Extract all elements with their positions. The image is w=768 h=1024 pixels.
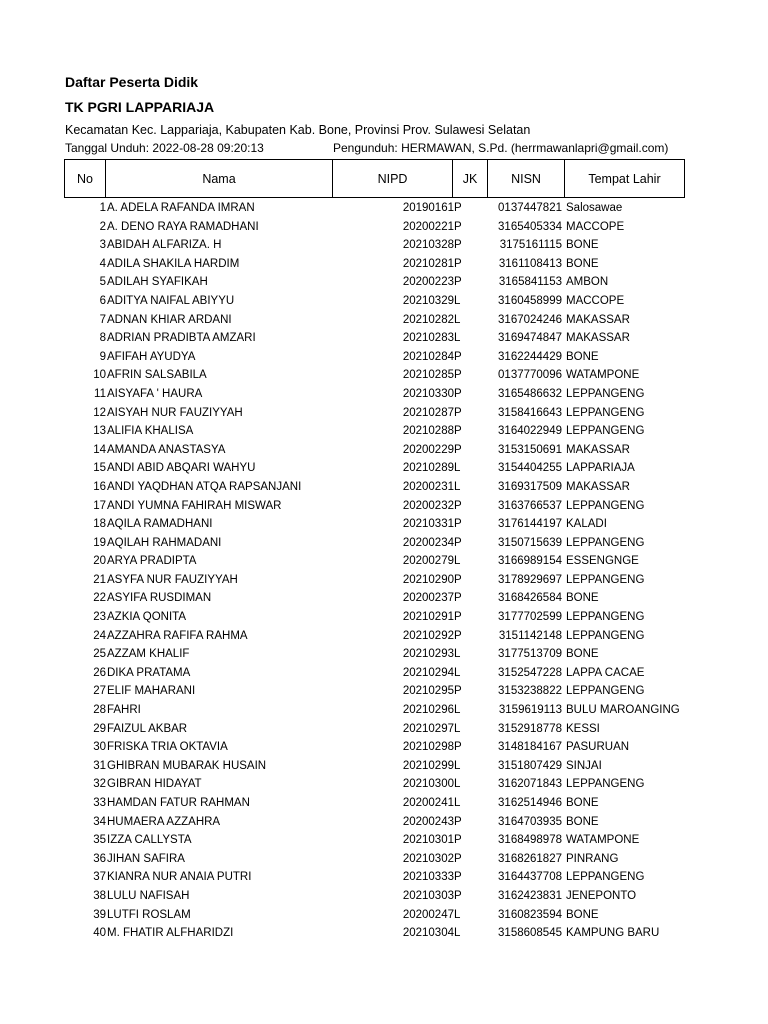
gender-value: P xyxy=(454,257,462,270)
table-row xyxy=(0,868,768,887)
gender-value: P xyxy=(454,741,462,754)
table-row xyxy=(0,292,768,311)
student-name: AQILA RAMADHANI xyxy=(107,518,213,531)
nipd-value: 20210294 xyxy=(402,666,454,679)
student-name: AZZAHRA RAFIFA RAHMA xyxy=(107,629,248,642)
birthplace-value: LAPPARIAJA xyxy=(566,462,635,475)
nisn-value: 3159619113 xyxy=(498,704,562,717)
birthplace-value: BONE xyxy=(566,239,599,252)
row-no: 24 xyxy=(93,629,106,642)
nisn-value: 3160458999 xyxy=(498,294,562,307)
student-name: HUMAERA AZZAHRA xyxy=(107,815,221,828)
birthplace-value: KALADI xyxy=(566,518,607,531)
student-name: AQILAH RAHMADANI xyxy=(107,536,222,549)
birthplace-value: BONE xyxy=(566,797,599,809)
nisn-value: 3150715639 xyxy=(498,536,562,549)
student-name: AZKIA QONITA xyxy=(107,611,187,624)
student-name: ANDI YUMNA FAHIRAH MISWAR xyxy=(107,499,282,512)
nisn-value: 3175161115 xyxy=(499,239,562,252)
student-name: ASYIFA RUSDIMAN xyxy=(107,592,212,605)
nipd-value: 20210298 xyxy=(402,741,454,754)
nisn-value: 3164437708 xyxy=(498,871,562,884)
nisn-value: 3169317509 xyxy=(498,480,562,493)
nipd-value: 20210285 xyxy=(402,369,454,382)
table-row xyxy=(0,459,768,478)
column-header-nipd: NIPD xyxy=(332,159,453,198)
nisn-value: 3169474847 xyxy=(498,332,562,345)
student-name: FAIZUL AKBAR xyxy=(107,722,188,735)
table-row xyxy=(0,924,768,943)
row-no: 12 xyxy=(93,406,106,419)
birthplace-value: BONE xyxy=(566,815,599,828)
nisn-value: 3158608545 xyxy=(498,927,562,940)
downloader-info: Pengunduh: HERMAWAN, S.Pd. (herrmawanlapri@gmail.com) xyxy=(333,141,669,155)
birthplace-value: LEPPANGENG xyxy=(566,406,645,419)
row-no: 3 xyxy=(99,239,106,252)
student-name: AISYAFA ' HAURA xyxy=(107,387,203,400)
table-row xyxy=(0,757,768,776)
nisn-value: 3163766537 xyxy=(498,499,562,512)
nipd-value: 20210289 xyxy=(402,462,454,475)
birthplace-value: PINRANG xyxy=(566,852,619,865)
gender-value: P xyxy=(454,220,462,233)
student-name: DIKA PRATAMA xyxy=(107,666,191,679)
nipd-value: 20200247 xyxy=(402,908,454,921)
nipd-value: 20190161 xyxy=(402,202,454,214)
student-name: IZZA CALLYSTA xyxy=(107,834,192,847)
student-name: ALIFIA KHALISA xyxy=(107,425,194,438)
nipd-value: 20200241 xyxy=(402,797,454,809)
nisn-value: 3148184167 xyxy=(498,741,562,754)
table-row xyxy=(0,627,768,646)
row-no: 10 xyxy=(93,369,106,382)
gender-value: L xyxy=(454,927,461,940)
nisn-value: 3164022949 xyxy=(498,425,562,438)
row-no: 5 xyxy=(99,276,106,289)
birthplace-value: LEPPANGENG xyxy=(566,611,645,624)
row-no: 37 xyxy=(93,871,106,884)
student-name: ADITYA NAIFAL ABIYYU xyxy=(107,294,235,307)
column-header-nama: Nama xyxy=(105,159,333,198)
birthplace-value: PASURUAN xyxy=(566,741,630,754)
student-name: M. FHATIR ALFHARIDZI xyxy=(107,927,234,940)
table-row xyxy=(0,404,768,423)
gender-value: L xyxy=(454,294,461,307)
table-row xyxy=(0,199,768,218)
birthplace-value: AMBON xyxy=(566,276,609,289)
gender-value: L xyxy=(454,462,461,475)
gender-value: L xyxy=(454,555,461,568)
table-row xyxy=(0,366,768,385)
birthplace-value: LEPPANGENG xyxy=(566,871,645,884)
student-name: KIANRA NUR ANAIA PUTRI xyxy=(107,871,252,884)
gender-value: P xyxy=(454,276,462,289)
birthplace-value: BONE xyxy=(566,648,599,661)
nipd-value: 20210296 xyxy=(402,704,454,717)
table-row xyxy=(0,515,768,534)
table-row xyxy=(0,813,768,832)
table-row xyxy=(0,478,768,497)
nisn-value: 3162423831 xyxy=(498,889,562,902)
birthplace-value: LEPPANGENG xyxy=(566,425,645,438)
table-row xyxy=(0,236,768,255)
nisn-value: 3160823594 xyxy=(498,908,562,921)
row-no: 32 xyxy=(93,778,106,791)
birthplace-value: LEPPANGENG xyxy=(566,685,645,698)
student-name: ADNAN KHIAR ARDANI xyxy=(107,313,232,326)
table-row xyxy=(0,571,768,590)
nipd-value: 20210281 xyxy=(402,257,454,270)
row-no: 18 xyxy=(93,518,106,531)
row-no: 17 xyxy=(93,499,106,512)
gender-value: P xyxy=(454,406,462,419)
table-row xyxy=(0,738,768,757)
birthplace-value: BONE xyxy=(566,350,599,363)
birthplace-value: BONE xyxy=(566,257,599,270)
student-name: AMANDA ANASTASYA xyxy=(107,443,226,456)
student-name: ANDI YAQDHAN ATQA RAPSANJANI xyxy=(107,480,302,493)
row-no: 33 xyxy=(93,797,106,809)
table-row xyxy=(0,775,768,794)
student-name: ADILA SHAKILA HARDIM xyxy=(107,257,240,270)
row-no: 21 xyxy=(93,573,106,586)
birthplace-value: BONE xyxy=(566,592,599,605)
row-no: 25 xyxy=(93,648,106,661)
student-name: AZZAM KHALIF xyxy=(107,648,190,661)
row-no: 38 xyxy=(93,889,106,902)
row-no: 9 xyxy=(99,350,106,363)
birthplace-value: BULU MAROANGING xyxy=(566,704,680,717)
nipd-value: 20200279 xyxy=(402,555,454,568)
nisn-value: 3165841153 xyxy=(498,276,562,289)
nipd-value: 20210301 xyxy=(402,834,454,847)
birthplace-value: MAKASSAR xyxy=(566,313,630,326)
nipd-value: 20210283 xyxy=(402,332,454,345)
birthplace-value: LEPPANGENG xyxy=(566,573,645,586)
gender-value: L xyxy=(454,480,461,493)
table-row xyxy=(0,589,768,608)
birthplace-value: JENEPONTO xyxy=(566,889,637,902)
nisn-value: 0137770096 xyxy=(498,369,562,382)
birthplace-value: WATAMPONE xyxy=(566,834,640,847)
student-name: FAHRI xyxy=(107,704,141,717)
table-row xyxy=(0,552,768,571)
gender-value: P xyxy=(454,387,462,400)
student-name: AISYAH NUR FAUZIYYAH xyxy=(107,406,243,419)
row-no: 36 xyxy=(93,852,106,865)
gender-value: L xyxy=(454,908,461,921)
student-name: FRISKA TRIA OKTAVIA xyxy=(107,741,228,754)
row-no: 23 xyxy=(93,611,106,624)
nipd-value: 20210282 xyxy=(402,313,454,326)
birthplace-value: LAPPA CACAE xyxy=(566,666,645,679)
row-no: 34 xyxy=(93,815,106,828)
row-no: 28 xyxy=(93,704,106,717)
gender-value: P xyxy=(454,815,462,828)
table-row xyxy=(0,850,768,869)
row-no: 39 xyxy=(93,908,106,921)
table-row xyxy=(0,348,768,367)
row-no: 4 xyxy=(99,257,106,270)
table-row xyxy=(0,701,768,720)
gender-value: P xyxy=(454,518,462,531)
document-title: Daftar Peserta Didik xyxy=(65,74,199,90)
student-name: GIBRAN HIDAYAT xyxy=(107,778,202,791)
gender-value: P xyxy=(454,871,462,884)
student-name: ANDI ABID ABQARI WAHYU xyxy=(107,462,256,475)
student-name: AFIFAH AYUDYA xyxy=(107,350,196,363)
birthplace-value: Salosawae xyxy=(566,202,623,214)
location-line: Kecamatan Kec. Lappariaja, Kabupaten Kab. Bone, Provinsi Prov. Sulawesi Selatan xyxy=(65,123,531,137)
row-no: 14 xyxy=(93,443,106,456)
row-no: 26 xyxy=(93,666,106,679)
birthplace-value: LEPPANGENG xyxy=(566,536,645,549)
row-no: 27 xyxy=(93,685,106,698)
table-row xyxy=(0,831,768,850)
gender-value: P xyxy=(454,611,462,624)
nisn-value: 3154404255 xyxy=(498,462,562,475)
gender-value: P xyxy=(454,350,462,363)
nisn-value: 3162071843 xyxy=(498,778,562,791)
column-header-nisn: NISN xyxy=(487,159,565,198)
birthplace-value: KESSI xyxy=(566,722,600,735)
birthplace-value: KAMPUNG BARU xyxy=(566,927,660,940)
nisn-value: 3168261827 xyxy=(498,852,562,865)
nipd-value: 20210288 xyxy=(402,425,454,438)
table-row xyxy=(0,273,768,292)
nipd-value: 20210293 xyxy=(402,648,454,661)
nipd-value: 20210299 xyxy=(402,759,454,772)
birthplace-value: LEPPANGENG xyxy=(566,778,645,791)
gender-value: P xyxy=(454,573,462,586)
nipd-value: 20210302 xyxy=(402,852,454,865)
table-row xyxy=(0,311,768,330)
nipd-value: 20210300 xyxy=(402,778,454,791)
nipd-value: 20210292 xyxy=(402,629,454,642)
nipd-value: 20200229 xyxy=(402,443,454,456)
gender-value: P xyxy=(454,202,462,214)
birthplace-value: MACCOPE xyxy=(566,220,625,233)
nipd-value: 20200223 xyxy=(402,276,454,289)
birthplace-value: BONE xyxy=(566,908,599,921)
gender-value: L xyxy=(454,666,461,679)
table-row xyxy=(0,720,768,739)
table-row xyxy=(0,497,768,516)
nipd-value: 20200231 xyxy=(402,480,454,493)
nipd-value: 20210287 xyxy=(402,406,454,419)
gender-value: P xyxy=(454,443,462,456)
gender-value: L xyxy=(454,648,461,661)
nipd-value: 20210297 xyxy=(402,722,454,735)
nipd-value: 20210330 xyxy=(402,387,454,400)
student-name: LUTFI ROSLAM xyxy=(107,908,191,921)
nisn-value: 3168426584 xyxy=(498,592,562,605)
student-name: A. ADELA RAFANDA IMRAN xyxy=(107,202,255,214)
table-row xyxy=(0,255,768,274)
gender-value: P xyxy=(454,536,462,549)
gender-value: P xyxy=(454,369,462,382)
nisn-value: 3152918778 xyxy=(498,722,562,735)
row-no: 7 xyxy=(99,313,106,326)
nisn-value: 3177513709 xyxy=(498,648,562,661)
nipd-value: 20200221 xyxy=(402,220,454,233)
nisn-value: 3167024246 xyxy=(498,313,562,326)
student-name: ABIDAH ALFARIZA. H xyxy=(107,239,222,252)
gender-value: P xyxy=(454,499,462,512)
nipd-value: 20200243 xyxy=(402,815,454,828)
nisn-value: 3161108413 xyxy=(498,257,562,270)
table-row xyxy=(0,794,768,813)
gender-value: P xyxy=(454,852,462,865)
row-no: 16 xyxy=(93,480,106,493)
nipd-value: 20210284 xyxy=(402,350,454,363)
nisn-value: 3164703935 xyxy=(498,815,562,828)
gender-value: L xyxy=(454,332,461,345)
nipd-value: 20210290 xyxy=(402,573,454,586)
gender-value: P xyxy=(454,629,462,642)
student-name: A. DENO RAYA RAMADHANI xyxy=(107,220,259,233)
table-row xyxy=(0,329,768,348)
nisn-value: 3162514946 xyxy=(498,797,562,809)
gender-value: P xyxy=(454,685,462,698)
nipd-value: 20200232 xyxy=(402,499,454,512)
nipd-value: 20210304 xyxy=(402,927,454,940)
student-name: ADRIAN PRADIBTA AMZARI xyxy=(107,332,256,345)
gender-value: P xyxy=(454,425,462,438)
table-row xyxy=(0,887,768,906)
row-no: 2 xyxy=(99,220,106,233)
birthplace-value: LEPPANGENG xyxy=(566,629,645,642)
student-name: HAMDAN FATUR RAHMAN xyxy=(107,797,250,809)
birthplace-value: MAKASSAR xyxy=(566,443,630,456)
student-name: ASYFA NUR FAUZIYYAH xyxy=(107,573,238,586)
gender-value: L xyxy=(454,704,461,717)
student-name: LULU NAFISAH xyxy=(107,889,190,902)
school-name: TK PGRI LAPPARIAJA xyxy=(65,99,215,115)
gender-value: L xyxy=(454,313,461,326)
nisn-value: 3166989154 xyxy=(498,555,562,568)
table-row xyxy=(0,534,768,553)
row-no: 8 xyxy=(99,332,106,345)
gender-value: L xyxy=(454,778,461,791)
nipd-value: 20200234 xyxy=(402,536,454,549)
table-row xyxy=(0,608,768,627)
student-name: AFRIN SALSABILA xyxy=(107,369,207,382)
table-row xyxy=(0,664,768,683)
row-no: 19 xyxy=(93,536,106,549)
nisn-value: 3168498978 xyxy=(498,834,562,847)
student-name: GHIBRAN MUBARAK HUSAIN xyxy=(107,759,267,772)
nipd-value: 20210331 xyxy=(402,518,454,531)
nisn-value: 3178929697 xyxy=(498,573,562,586)
gender-value: L xyxy=(454,797,461,809)
nisn-value: 3158416643 xyxy=(498,406,562,419)
nisn-value: 3151142148 xyxy=(498,629,562,642)
birthplace-value: LEPPANGENG xyxy=(566,387,645,400)
nipd-value: 20210333 xyxy=(402,871,454,884)
birthplace-value: SINJAI xyxy=(566,759,602,772)
gender-value: P xyxy=(454,592,462,605)
row-no: 22 xyxy=(93,592,106,605)
column-header-tempat-lahir: Tempat Lahir xyxy=(564,159,685,198)
birthplace-value: WATAMPONE xyxy=(566,369,640,382)
nisn-value: 3162244429 xyxy=(498,350,562,363)
table-row xyxy=(0,422,768,441)
nipd-value: 20210291 xyxy=(402,611,454,624)
gender-value: L xyxy=(454,759,461,772)
birthplace-value: MAKASSAR xyxy=(566,332,630,345)
birthplace-value: MACCOPE xyxy=(566,294,625,307)
student-name: ADILAH SYAFIKAH xyxy=(107,276,208,289)
row-no: 35 xyxy=(93,834,106,847)
nisn-value: 3153238822 xyxy=(498,685,562,698)
row-no: 40 xyxy=(93,927,106,940)
row-no: 30 xyxy=(93,741,106,754)
birthplace-value: MAKASSAR xyxy=(566,480,630,493)
row-no: 29 xyxy=(93,722,106,735)
student-table-body xyxy=(0,199,768,943)
nisn-value: 0137447821 xyxy=(498,202,562,214)
student-name: ELIF MAHARANI xyxy=(107,685,196,698)
table-row xyxy=(0,645,768,664)
row-no: 31 xyxy=(93,759,106,772)
column-header-no: No xyxy=(64,159,106,198)
row-no: 6 xyxy=(99,294,106,307)
nisn-value: 3165486632 xyxy=(498,387,562,400)
birthplace-value: ESSENGNGE xyxy=(566,555,639,568)
gender-value: P xyxy=(454,239,462,252)
row-no: 1 xyxy=(99,202,106,214)
nipd-value: 20210328 xyxy=(402,239,454,252)
nisn-value: 3153150691 xyxy=(498,443,562,456)
row-no: 13 xyxy=(93,425,106,438)
table-row xyxy=(0,906,768,925)
gender-value: P xyxy=(454,889,462,902)
table-row xyxy=(0,385,768,404)
nipd-value: 20210303 xyxy=(402,889,454,902)
birthplace-value: LEPPANGENG xyxy=(566,499,645,512)
column-header-jk: JK xyxy=(452,159,488,198)
student-name: ARYA PRADIPTA xyxy=(107,555,197,568)
row-no: 15 xyxy=(93,462,106,475)
table-row xyxy=(0,441,768,460)
nisn-value: 3176144197 xyxy=(498,518,562,531)
nipd-value: 20200237 xyxy=(402,592,454,605)
nisn-value: 3152547228 xyxy=(498,666,562,679)
table-row xyxy=(0,218,768,237)
nipd-value: 20210329 xyxy=(402,294,454,307)
nipd-value: 20210295 xyxy=(402,685,454,698)
gender-value: P xyxy=(454,834,462,847)
nisn-value: 3165405334 xyxy=(498,220,562,233)
row-no: 11 xyxy=(94,387,106,400)
download-date: Tanggal Unduh: 2022-08-28 09:20:13 xyxy=(65,141,264,155)
gender-value: L xyxy=(454,722,461,735)
student-name: JIHAN SAFIRA xyxy=(107,852,185,865)
table-row xyxy=(0,682,768,701)
nisn-value: 3177702599 xyxy=(498,611,562,624)
nisn-value: 3151807429 xyxy=(498,759,562,772)
row-no: 20 xyxy=(93,555,106,568)
